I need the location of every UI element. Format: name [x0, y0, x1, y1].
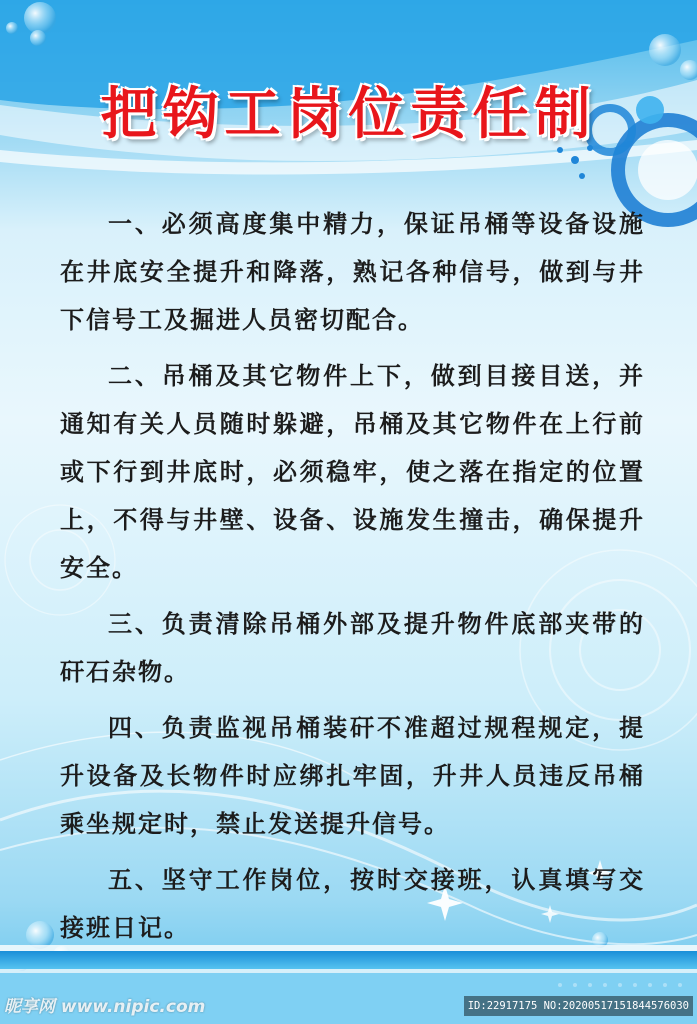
duty-list — [60, 200, 645, 952]
duty-item-2: 二、吊桶及其它物件上下，做到目接目送，并通知有关人员随时躲避，吊桶及其它物件在上行前或下行到井底时，必须稳牢，使之落在指定的位置上，不得与井壁、设备、设施发生撞击，确保提升安全。 — [60, 362, 645, 582]
page-title: 把钩工岗位责任制 — [100, 82, 597, 147]
duty-item-5: 五、坚守工作岗位，按时交接班，认真填写交接班日记。 — [60, 866, 645, 942]
image-id-watermark: ID:22917175 NO:20200517151844576030 — [464, 996, 693, 1016]
duty-item-1: 一、必须高度集中精力，保证吊桶等设备设施在井底安全提升和降落，熟记各种信号，做到与井下信号工及掘进人员密切配合。 — [60, 210, 645, 334]
duty-item-4: 四、负责监视吊桶装矸不准超过规程规定，提升设备及长物件时应绑扎牢固，升井人员违反吊桶乘坐规定时，禁止发送提升信号。 — [60, 714, 645, 838]
site-watermark: 昵享网 www.nipic.com — [4, 997, 206, 1017]
duty-item-3: 三、负责清除吊桶外部及提升物件底部夹带的矸石杂物。 — [60, 610, 645, 686]
